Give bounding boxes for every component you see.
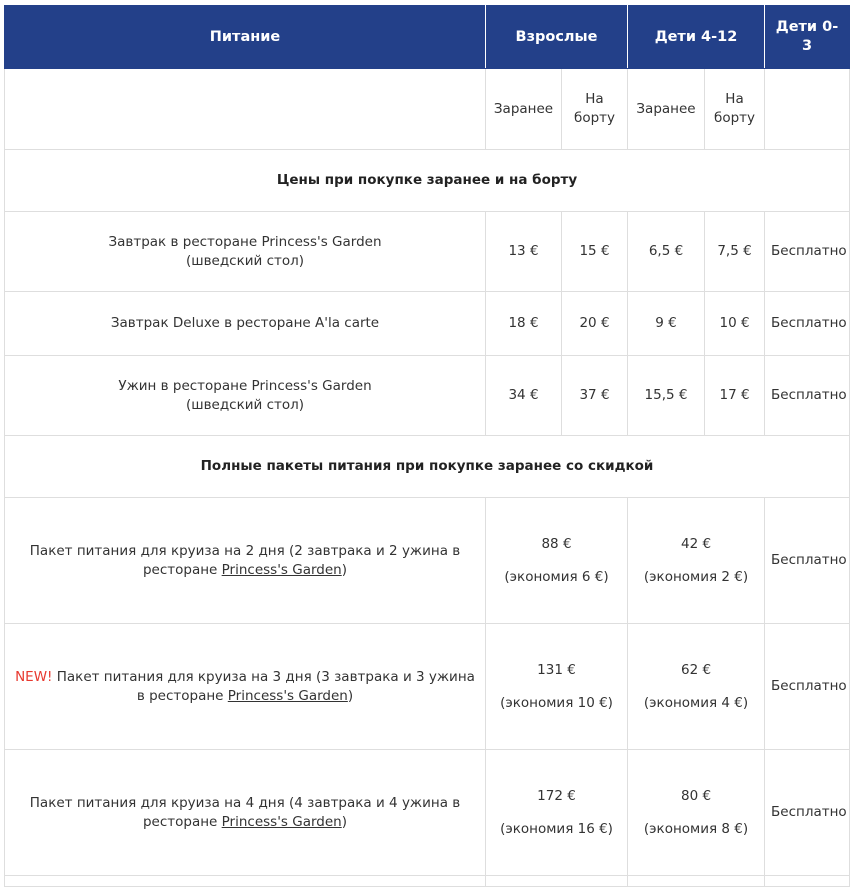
price-adult-onboard: 37 € xyxy=(562,356,628,436)
package-kid-saving: (экономия 2 €) xyxy=(643,568,749,585)
package-name-line xyxy=(11,687,479,706)
meal-prices-table xyxy=(4,5,850,887)
package-adult-saving: (экономия 10 €) xyxy=(500,694,613,711)
package-name-prefix: ресторане xyxy=(142,813,222,830)
price-adult-onboard: 15 € xyxy=(562,212,628,292)
meal-name-line: (шведский стол) xyxy=(185,252,305,269)
package-adult-price-cell xyxy=(486,750,628,876)
header-adults: Взрослые xyxy=(486,6,628,69)
price-kid-advance: 6,5 € xyxy=(628,212,705,292)
meal-name: Завтрак Deluxe в ресторане A'la carte xyxy=(5,292,486,356)
price-adult-advance: 13 € xyxy=(486,212,562,292)
package-kid-price: 80 € xyxy=(680,787,712,804)
table-row-partial xyxy=(5,876,850,887)
meal-name-line: Ужин в ресторане Princess's Garden xyxy=(118,377,372,394)
cut-cell xyxy=(486,876,628,887)
package-adult-price: 131 € xyxy=(537,661,576,678)
package-name-suffix: ) xyxy=(341,561,348,578)
price-infant: Бесплатно xyxy=(765,356,850,436)
table-row xyxy=(5,292,850,356)
price-infant: Бесплатно xyxy=(765,212,850,292)
table-row xyxy=(5,498,850,624)
price-infant: Бесплатно xyxy=(765,624,850,750)
package-adult-price: 172 € xyxy=(537,787,576,804)
header-meal: Питание xyxy=(5,6,486,69)
package-kid-price-cell xyxy=(628,624,765,750)
price-kid-advance: 15,5 € xyxy=(628,356,705,436)
cut-cell xyxy=(5,876,486,887)
table-row xyxy=(5,750,850,876)
package-name-suffix: ) xyxy=(347,687,354,704)
price-kid-onboard: 17 € xyxy=(705,356,765,436)
price-infant: Бесплатно xyxy=(765,292,850,356)
price-adult-advance: 34 € xyxy=(486,356,562,436)
price-kid-advance: 9 € xyxy=(628,292,705,356)
package-kid-price-cell xyxy=(628,498,765,624)
subheader-empty-infant xyxy=(765,69,850,150)
table-row xyxy=(5,212,850,292)
header-kids-4-12: Дети 4-12 xyxy=(628,6,765,69)
restaurant-link[interactable]: Princess's Garden xyxy=(221,561,342,578)
meal-name xyxy=(5,212,486,292)
package-name xyxy=(5,498,486,624)
package-kid-saving: (экономия 4 €) xyxy=(643,694,749,711)
section-row-prices xyxy=(5,150,850,212)
price-kid-onboard: 7,5 € xyxy=(705,212,765,292)
package-name-line: Пакет питания для круиза на 4 дня (4 завтрака и 4 ужина в xyxy=(29,794,461,811)
package-name-line: Пакет питания для круиза на 2 дня (2 завтрака и 2 ужина в xyxy=(29,542,461,559)
subheader-kids-onboard: На борту xyxy=(705,69,765,150)
header-row xyxy=(5,6,850,69)
cut-cell xyxy=(765,876,850,887)
package-kid-saving: (экономия 8 €) xyxy=(643,820,749,837)
meal-name xyxy=(5,356,486,436)
subheader-kids-advance: Заранее xyxy=(628,69,705,150)
cut-cell xyxy=(628,876,765,887)
price-infant: Бесплатно xyxy=(765,750,850,876)
section-title-prices: Цены при покупке заранее и на борту xyxy=(5,150,850,212)
restaurant-link[interactable]: Princess's Garden xyxy=(221,813,342,830)
package-adult-price-cell xyxy=(486,498,628,624)
subheader-row xyxy=(5,69,850,150)
package-name-text: Пакет питания для круиза на 3 дня (3 завтрака и 3 ужина xyxy=(52,668,475,685)
package-kid-price: 62 € xyxy=(680,661,712,678)
meal-name-line: (шведский стол) xyxy=(185,396,305,413)
price-kid-onboard: 10 € xyxy=(705,292,765,356)
price-adult-onboard: 20 € xyxy=(562,292,628,356)
package-kid-price-cell xyxy=(628,750,765,876)
package-name-prefix: в ресторане xyxy=(136,687,228,704)
header-kids-0-3: Дети 0-3 xyxy=(765,6,850,69)
package-name-line xyxy=(11,668,479,687)
package-adult-price: 88 € xyxy=(541,535,572,552)
section-title-packages: Полные пакеты питания при покупке заранее со скидкой xyxy=(5,436,850,498)
package-name-line xyxy=(11,813,479,832)
meal-name-line: Завтрак в ресторане Princess's Garden xyxy=(108,233,382,250)
restaurant-link[interactable]: Princess's Garden xyxy=(227,687,348,704)
package-kid-price: 42 € xyxy=(680,535,712,552)
table-row xyxy=(5,624,850,750)
section-row-packages xyxy=(5,436,850,498)
subheader-adults-onboard: На борту xyxy=(562,69,628,150)
package-name-line xyxy=(11,561,479,580)
package-name-suffix: ) xyxy=(341,813,348,830)
table-row xyxy=(5,356,850,436)
package-name xyxy=(5,624,486,750)
price-adult-advance: 18 € xyxy=(486,292,562,356)
package-adult-saving: (экономия 6 €) xyxy=(504,568,609,585)
package-adult-price-cell xyxy=(486,624,628,750)
subheader-adults-advance: Заранее xyxy=(486,69,562,150)
new-badge: NEW! xyxy=(15,668,53,685)
package-name-prefix: ресторане xyxy=(142,561,222,578)
price-infant: Бесплатно xyxy=(765,498,850,624)
package-adult-saving: (экономия 16 €) xyxy=(500,820,613,837)
package-name xyxy=(5,750,486,876)
subheader-empty xyxy=(5,69,486,150)
